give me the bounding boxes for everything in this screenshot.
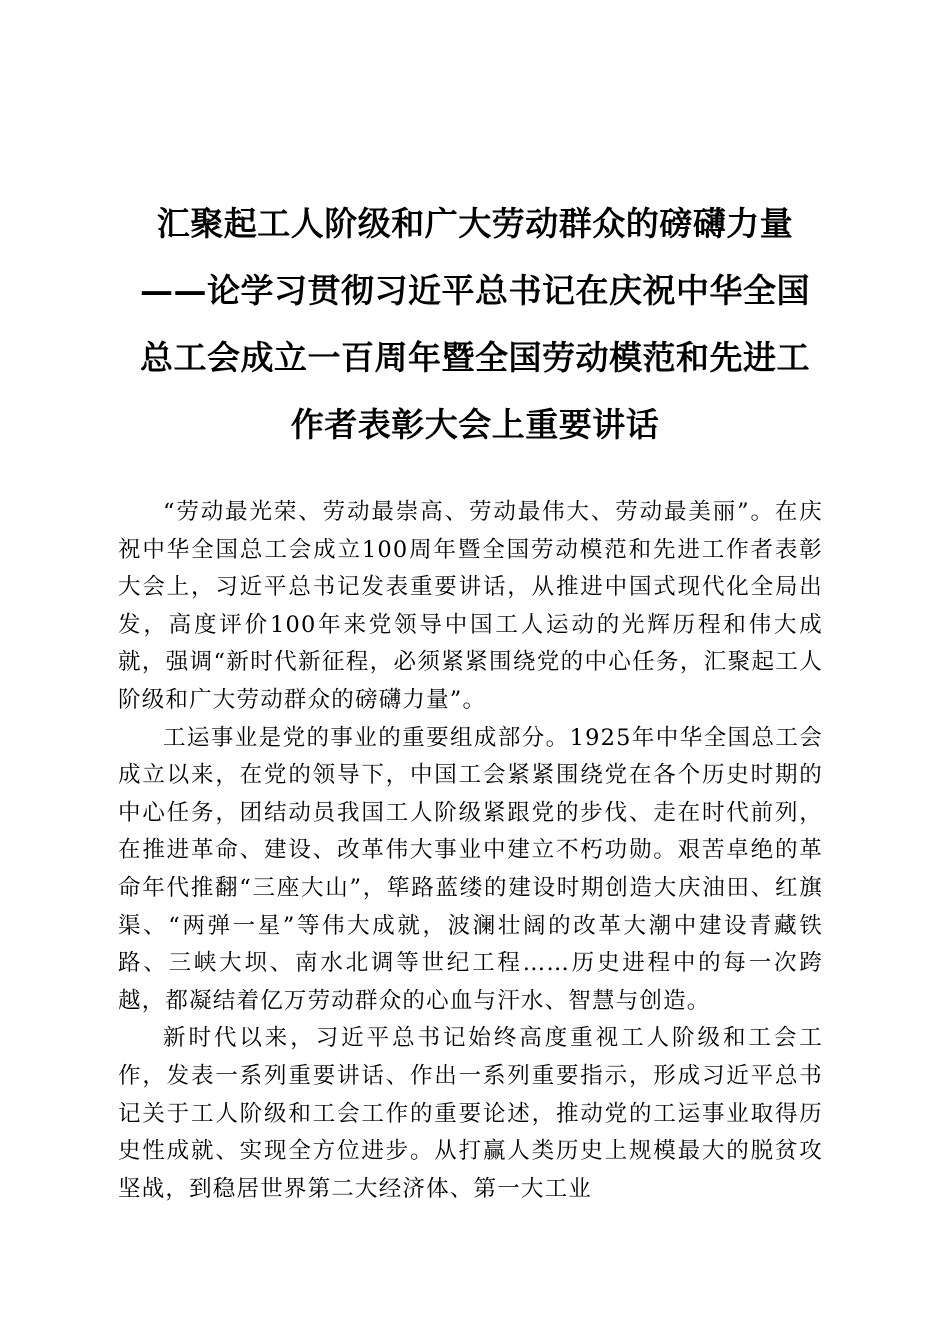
paragraph: “劳动最光荣、劳动最崇高、劳动最伟大、劳动最美丽”。在庆祝中华全国总工会成立100周年暨全国劳动模范和先进工作者表彰大会上，习近平总书记发表重要讲话，从推进中国式现代化全局出发，高度评价100年来党领导中国工人运动的光辉历程和伟大成就，强调“新时代新征程，必须紧紧围绕党的中心任务，汇聚起工人阶级和广大劳动群众的磅礴力量”。 bbox=[118, 499, 823, 713]
paragraph: 新时代以来，习近平总书记始终高度重视工人阶级和工会工作，发表一系列重要讲话、作出一系列重要指示，形成习近平总书记关于工人阶级和工会工作的重要论述，推动党的工运事业取得历史性成就、实现全方位进步。从打赢人类历史上规模最大的脱贫攻坚战，到稳居世界第二大经济体、第一大工业 bbox=[118, 1025, 823, 1202]
document-body bbox=[118, 494, 823, 1208]
subtitle-line: ——论学习贯彻习近平总书记在庆祝中华全国 bbox=[140, 271, 810, 310]
title-line: 汇聚起工人阶级和广大劳动群众的磅礴力量 bbox=[156, 204, 794, 243]
subtitle-line: 作者表彰大会上重要讲话 bbox=[290, 405, 660, 444]
paragraph: 工运事业是党的事业的重要组成部分。1925年中华全国总工会成立以来，在党的领导下，中国工会紧紧围绕党在各个历史时期的中心任务，团结动员我国工人阶级紧跟党的步伐、走在时代前列，在推进革命、建设、改革伟大事业中建立不朽功勋。艰苦卓绝的革命年代推翻“三座大山”，筚路蓝缕的建设时期创造大庆油田、红旗渠、“两弹一星”等伟大成就，波澜壮阔的改革大潮中建设青藏铁路、三峡大坝、南水北调等世纪工程……历史进程中的每一次跨越，都凝结着亿万劳动群众的心血与汗水、智慧与创造。 bbox=[118, 724, 823, 1014]
subtitle-line: 总工会成立一百周年暨全国劳动模范和先进工 bbox=[140, 338, 810, 377]
document-title bbox=[118, 190, 832, 458]
